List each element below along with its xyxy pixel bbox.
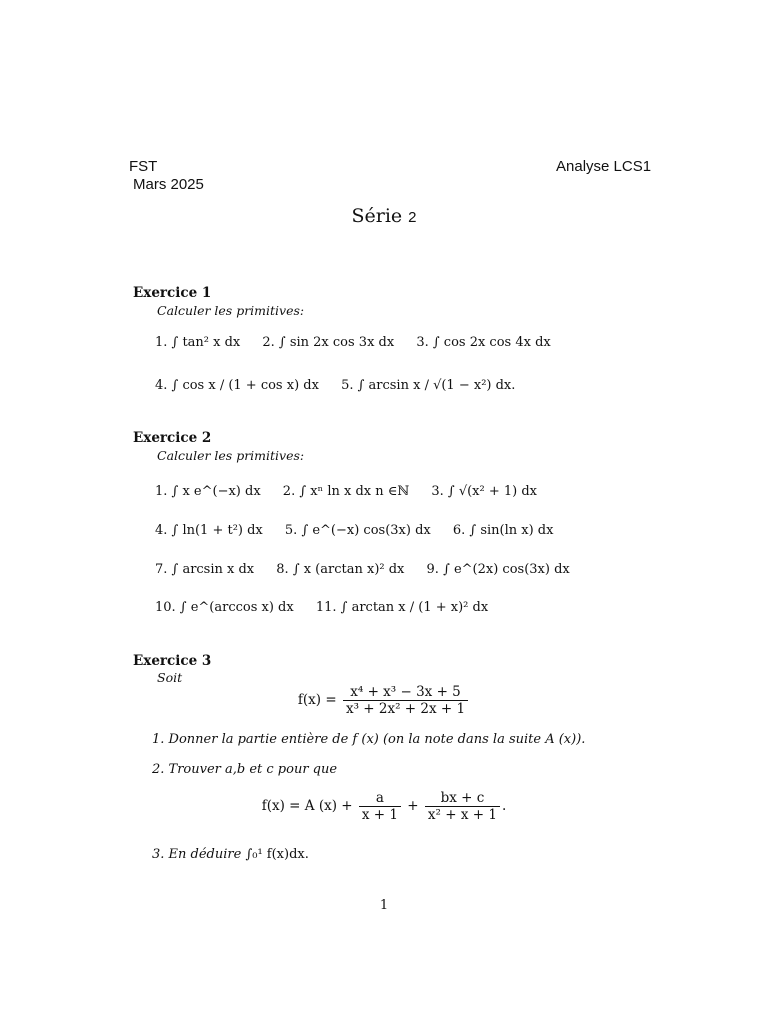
eq2-frac2-num: bx + c <box>425 790 500 807</box>
eq2-frac2-den: x² + x + 1 <box>427 807 497 823</box>
question-3-integral: ∫₀¹ f(x)dx. <box>245 847 309 862</box>
ex2-item-4: 4. ∫ ln(1 + t²) dx <box>155 523 263 538</box>
ex2-item-1: 1. ∫ x e^(−x) dx <box>155 484 261 499</box>
ex2-item-2: 2. ∫ xⁿ ln x dx n ∈ℕ <box>282 484 410 499</box>
ex2-item-7: 7. ∫ arcsin x dx <box>155 562 255 577</box>
function-definition <box>0 684 768 717</box>
exercise-2-subtitle: Calculer les primitives: <box>157 448 305 463</box>
header-institution: FST <box>129 158 158 175</box>
ex2-item-3: 3. ∫ √(x² + 1) dx <box>431 484 538 499</box>
ex2-item-8: 8. ∫ x (arctan x)² dx <box>276 562 405 577</box>
exercise-2-row-2 <box>155 523 571 538</box>
page-title <box>0 205 768 227</box>
exercise-2-title: Exercice 2 <box>133 430 212 446</box>
title-word: Série <box>351 205 403 227</box>
ex2-item-10: 10. ∫ e^(arccos x) dx <box>155 600 294 615</box>
exercise-2-row-1 <box>155 484 555 499</box>
ex1-item-3: 3. ∫ cos 2x cos 4x dx <box>416 335 551 350</box>
decomposition-equation <box>0 790 768 823</box>
exercise-2-row-4 <box>155 600 506 615</box>
eq2-frac1-den: x + 1 <box>361 807 398 823</box>
eq2-lhs: f(x) = A (x) + <box>261 798 353 814</box>
exercise-1-subtitle: Calculer les primitives: <box>157 303 305 318</box>
f-fraction <box>343 684 468 717</box>
eq2-fraction-2 <box>425 790 500 823</box>
ex1-item-2: 2. ∫ sin 2x cos 3x dx <box>262 335 395 350</box>
page-number: 1 <box>379 898 389 913</box>
ex1-item-4: 4. ∫ cos x / (1 + cos x) dx <box>155 378 319 393</box>
exercise-1-row-1 <box>155 335 569 350</box>
exercise-1-title: Exercice 1 <box>133 285 212 301</box>
eq2-frac1-num: a <box>359 790 401 807</box>
question-3 <box>152 847 309 862</box>
ex2-item-5: 5. ∫ e^(−x) cos(3x) dx <box>284 523 431 538</box>
header-course: Analyse LCS1 <box>556 158 652 175</box>
ex2-item-11: 11. ∫ arctan x / (1 + x)² dx <box>315 600 489 615</box>
question-2: 2. Trouver a,b et c pour que <box>152 762 338 777</box>
question-1: 1. Donner la partie entière de f (x) (on la note dans la suite A (x)). <box>152 732 586 747</box>
exercise-1-row-2 <box>155 378 533 393</box>
eq2-plus: + <box>407 798 419 814</box>
exercise-2-row-3 <box>155 562 588 577</box>
ex1-item-1: 1. ∫ tan² x dx <box>155 335 241 350</box>
ex2-item-9: 9. ∫ e^(2x) cos(3x) dx <box>426 562 570 577</box>
ex1-item-5: 5. ∫ arcsin x / √(1 − x²) dx. <box>341 378 516 393</box>
ex2-item-6: 6. ∫ sin(ln x) dx <box>452 523 554 538</box>
exercise-3-subtitle: Soit <box>157 670 183 685</box>
question-3-text: 3. En déduire <box>152 847 242 862</box>
eq2-end: . <box>501 798 507 814</box>
title-number: 2 <box>408 209 417 226</box>
header-date: Mars 2025 <box>133 176 204 193</box>
f-denominator: x³ + 2x² + 2x + 1 <box>345 701 466 717</box>
eq2-fraction-1 <box>359 790 401 823</box>
exercise-3-title: Exercice 3 <box>133 653 212 669</box>
f-lhs: f(x) = <box>297 692 337 708</box>
f-numerator: x⁴ + x³ − 3x + 5 <box>343 684 468 701</box>
